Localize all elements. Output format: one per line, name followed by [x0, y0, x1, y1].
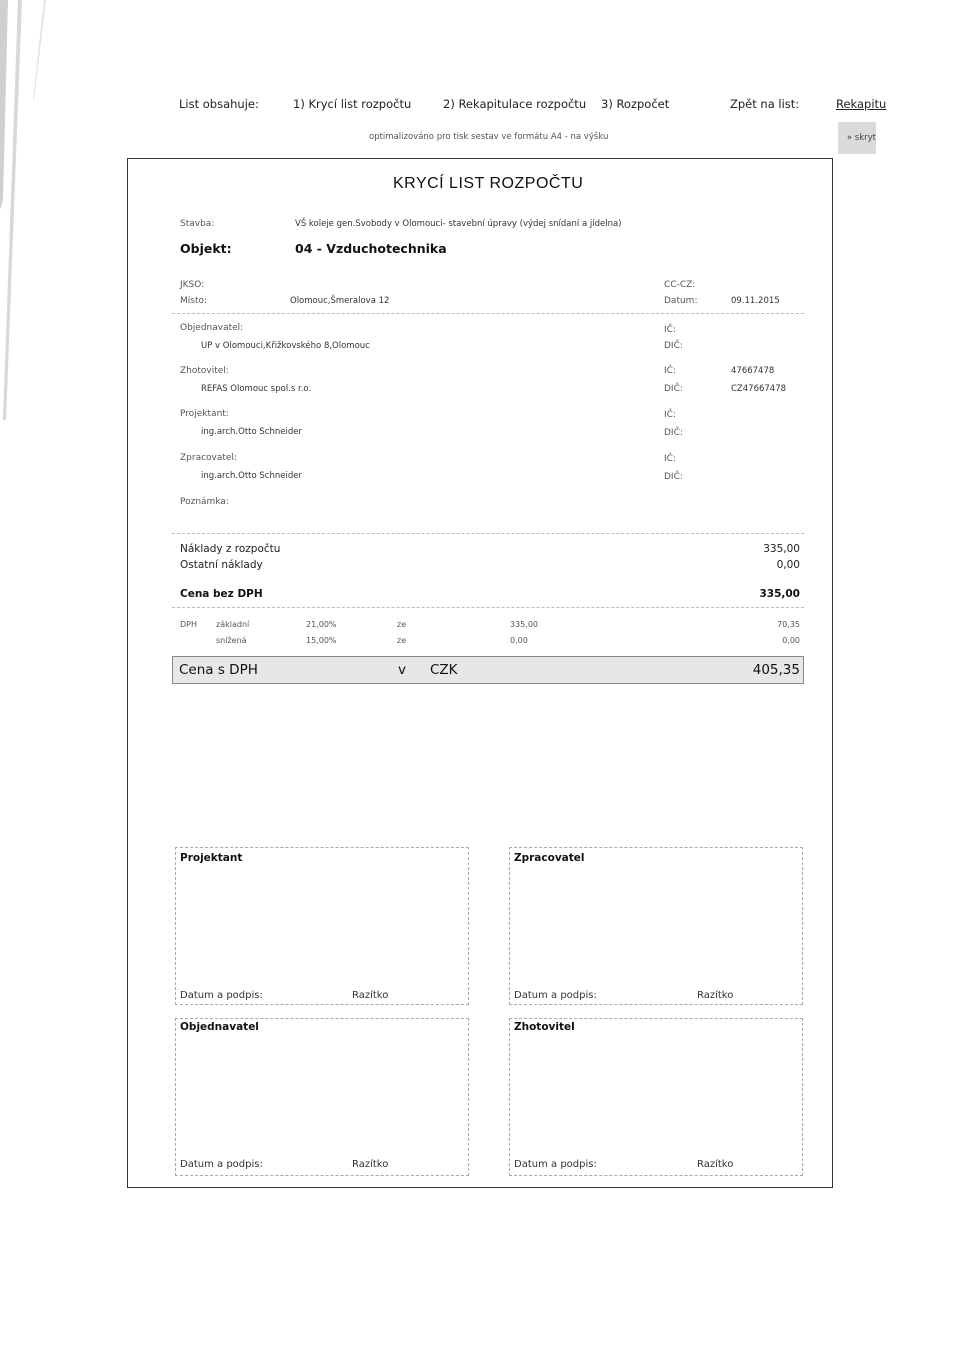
projektant-sig-title: Projektant: [180, 852, 243, 864]
objekt-value: 04 - Vzduchotechnika: [295, 241, 447, 256]
objednavatel-label: Objednavatel:: [180, 323, 244, 333]
dph-zakladni-ze: ze: [397, 620, 407, 629]
objednavatel-razitko: Razítko: [352, 1159, 389, 1170]
divider: [172, 607, 804, 608]
objednavatel-value: UP v Olomouci,Křižkovského 8,Olomouc: [201, 341, 370, 351]
dph-snizena-amount: 0,00: [782, 636, 800, 645]
divider: [172, 533, 804, 534]
zhotovitel-razitko: Razítko: [697, 1159, 734, 1170]
projektant-ic-label: IČ:: [664, 410, 676, 420]
zpracovatel-datum-podpis: Datum a podpis:: [514, 990, 597, 1001]
cc-cz-label: CC-CZ:: [664, 280, 696, 290]
misto-value: Olomouc,Šmeralova 12: [290, 296, 390, 306]
zpracovatel-value: ing.arch.Otto Schneider: [201, 471, 302, 481]
zhotovitel-ic-label: IČ:: [664, 366, 676, 376]
naklady-label: Náklady z rozpočtu: [180, 543, 281, 555]
cena-bez-dph-label: Cena bez DPH: [180, 588, 263, 600]
zpracovatel-label: Zpracovatel:: [180, 453, 237, 463]
toc-label: List obsahuje:: [179, 97, 259, 111]
zpracovatel-razitko: Razítko: [697, 990, 734, 1001]
zpracovatel-ic-label: IČ:: [664, 454, 676, 464]
zhotovitel-label: Zhotovitel:: [180, 366, 229, 376]
dph-label: DPH: [180, 620, 197, 629]
projektant-signature-box: [175, 847, 469, 1005]
zpracovatel-signature-box: [509, 847, 803, 1005]
dph-zakladni-base: 335,00: [510, 620, 538, 629]
poznamka-label: Poznámka:: [180, 497, 229, 507]
stavba-value: VŠ koleje gen.Svobody v Olomouci- stavební úpravy (výdej snídaní a jídelna): [295, 219, 622, 229]
zhotovitel-ic-value: 47667478: [731, 366, 775, 376]
link-rekapitulace[interactable]: 2) Rekapitulace rozpočtu: [443, 97, 587, 111]
total-currency: CZK: [430, 662, 458, 678]
dph-snizena-base: 0,00: [510, 636, 528, 645]
zhotovitel-dic-value: CZ47667478: [731, 384, 787, 394]
stavba-label: Stavba:: [180, 219, 215, 229]
link-rozpocet[interactable]: 3) Rozpočet: [601, 97, 670, 111]
ostatni-value: 0,00: [776, 559, 800, 571]
zhotovitel-dic-label: DIČ:: [664, 384, 683, 394]
zpracovatel-sig-title: Zpracovatel: [514, 852, 585, 864]
cena-bez-dph-value: 335,00: [759, 588, 800, 600]
objednavatel-dic-label: DIČ:: [664, 341, 683, 351]
cena-s-dph-label: Cena s DPH: [179, 662, 258, 678]
page-title: KRYCÍ LIST ROZPOČTU: [393, 175, 584, 192]
zhotovitel-sig-title: Zhotovitel: [514, 1021, 575, 1033]
dph-zakladni-rate: 21,00%: [306, 620, 337, 629]
datum-value: 09.11.2015: [731, 296, 780, 306]
dph-zakladni-amount: 70,35: [777, 620, 800, 629]
dph-snizena-ze: ze: [397, 636, 407, 645]
total-v-label: v: [398, 662, 406, 678]
datum-label: Datum:: [664, 296, 698, 306]
projektant-value: ing.arch.Otto Schneider: [201, 427, 302, 437]
back-label: Zpět na list:: [730, 97, 800, 111]
projektant-dic-label: DIČ:: [664, 428, 683, 438]
objednavatel-ic-label: IČ:: [664, 325, 676, 335]
dph-snizena-label: snížená: [216, 636, 247, 645]
projektant-label: Projektant:: [180, 409, 229, 419]
objednavatel-datum-podpis: Datum a podpis:: [180, 1159, 263, 1170]
projektant-datum-podpis: Datum a podpis:: [180, 990, 263, 1001]
link-kryci-list[interactable]: 1) Krycí list rozpočtu: [293, 97, 412, 111]
cena-s-dph-value: 405,35: [752, 662, 800, 678]
zhotovitel-value: REFAS Olomouc spol.s r.o.: [201, 384, 312, 394]
jkso-label: JKSO:: [180, 280, 205, 290]
print-hint: optimalizováno pro tisk sestav ve formátu A4 - na výšku: [369, 132, 609, 142]
objednavatel-sig-title: Objednavatel: [180, 1021, 259, 1033]
dph-zakladni-label: základní: [216, 620, 250, 629]
naklady-value: 335,00: [763, 543, 800, 555]
zhotovitel-signature-box: [509, 1018, 803, 1176]
projektant-razitko: Razítko: [352, 990, 389, 1001]
ostatni-label: Ostatní náklady: [180, 559, 263, 571]
hide-button[interactable]: » skryt: [838, 122, 876, 154]
misto-label: Místo:: [180, 296, 208, 306]
divider: [172, 313, 804, 314]
zpracovatel-dic-label: DIČ:: [664, 472, 683, 482]
scan-edge-artifact: [0, 0, 60, 520]
objednavatel-signature-box: [175, 1018, 469, 1176]
objekt-label: Objekt:: [180, 241, 232, 256]
link-back-rekapitulace[interactable]: Rekapitu: [836, 97, 887, 111]
zhotovitel-datum-podpis: Datum a podpis:: [514, 1159, 597, 1170]
dph-snizena-rate: 15,00%: [306, 636, 337, 645]
